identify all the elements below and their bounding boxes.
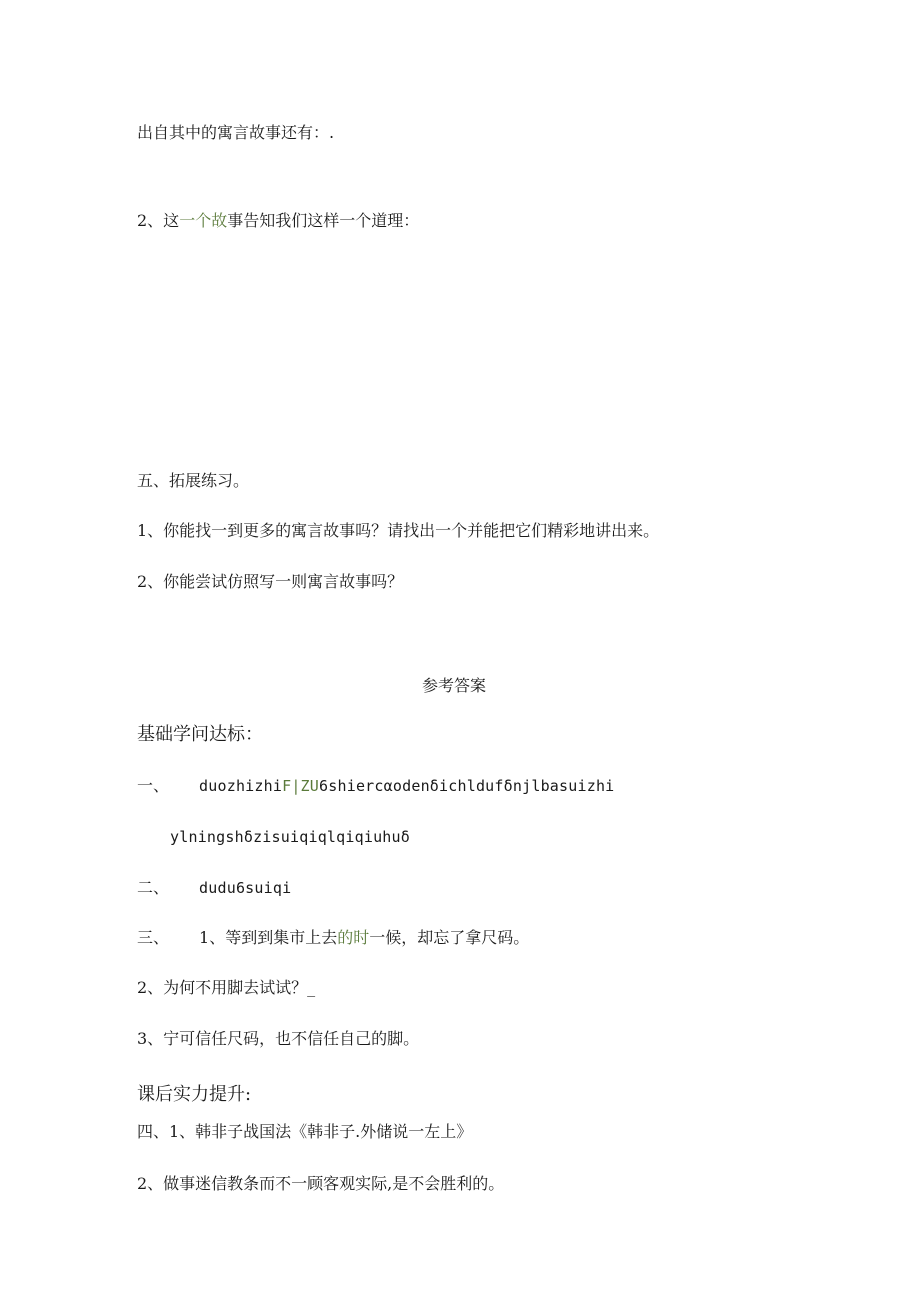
question-source-line: 出自其中的寓言故事还有：. xyxy=(137,123,335,142)
answer-one-pinyin-highlight: F|ZU xyxy=(282,777,320,795)
answer-two-label: 二、 xyxy=(137,878,170,897)
answer-one-pinyin-line2: ylningshδzisuiqiqlqiqiuhuδ xyxy=(170,828,410,846)
answer-three-item-3: 3、宁可信任尺码，也不信任自己的脚。 xyxy=(137,1029,420,1048)
answer-three-line xyxy=(137,928,529,948)
answer-two-pinyin: dudu6suiqi xyxy=(199,879,292,897)
answer-three-item-2: 2、为何不用脚去试试？_ xyxy=(137,978,316,997)
question-lesson-prefix: 2、这 xyxy=(137,211,180,230)
answer-four-item-2: 2、做事迷信教条而不一顾客观实际,是不会胜利的。 xyxy=(137,1174,505,1193)
basic-knowledge-heading: 基础学问达标： xyxy=(137,724,263,745)
answer-one-pinyin-b: 6shiercαodenδichldufδnjlbasuizhi xyxy=(319,777,615,795)
answer-three-label: 三、 xyxy=(137,928,170,947)
after-class-heading: 课后实力提升: xyxy=(137,1084,252,1105)
answer-three-text-b: 上去 xyxy=(305,928,338,947)
answer-three-text-c: 一候，却忘了拿尺码。 xyxy=(369,928,530,947)
question-lesson-suffix: 事告知我们这样一个道理： xyxy=(227,211,420,230)
answer-three-text-a: 1、等到到集市 xyxy=(199,928,306,947)
answer-two-line xyxy=(137,878,291,898)
section-extension-heading: 五、拓展练习。 xyxy=(137,471,250,490)
answer-one-label: 一、 xyxy=(137,776,170,795)
extension-item-2: 2、你能尝试仿照写一则寓言故事吗？ xyxy=(137,572,404,591)
question-lesson-line xyxy=(137,211,419,231)
answer-three-highlight: 的时 xyxy=(337,928,370,947)
answer-one-pinyin-a: duozhizhi xyxy=(199,777,283,795)
extension-item-1: 1、你能找一到更多的寓言故事吗？请找出一个并能把它们精彩地讲出来。 xyxy=(137,521,660,540)
answer-four-item-1: 四、1、韩非子战国法《韩非子.外储说一左上》 xyxy=(137,1122,473,1141)
answer-one-line xyxy=(137,776,614,796)
answers-title: 参考答案 xyxy=(422,676,487,695)
question-lesson-highlight: 一个故 xyxy=(179,211,228,230)
